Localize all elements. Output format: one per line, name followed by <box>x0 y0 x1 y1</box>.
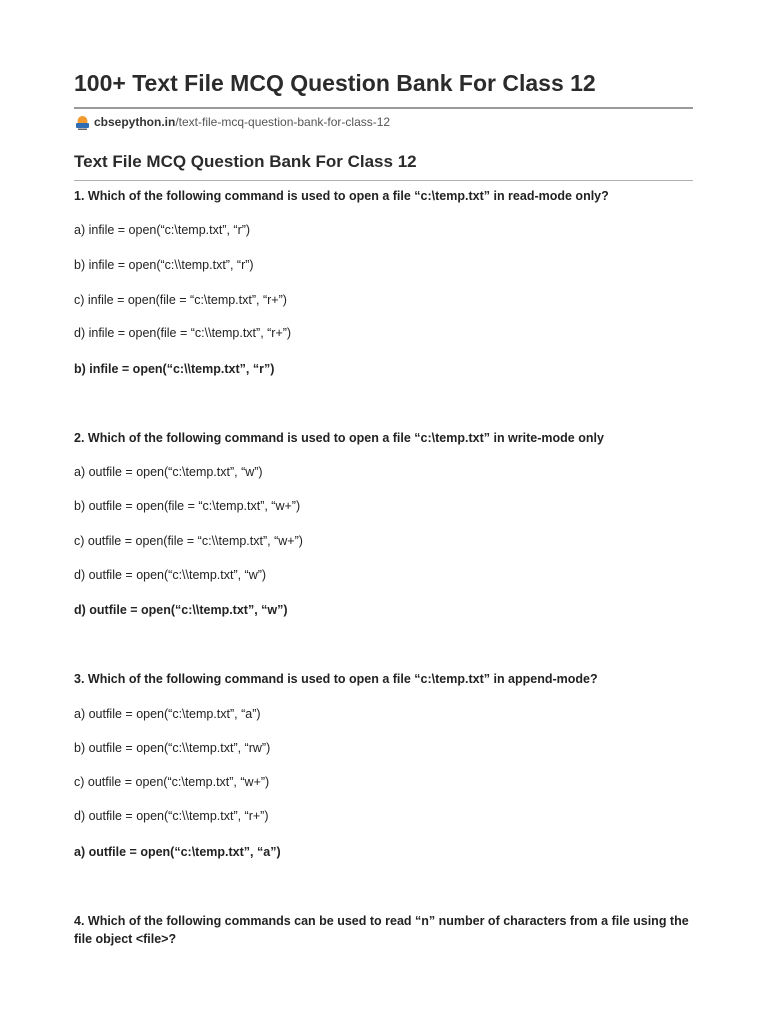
page-title: 100+ Text File MCQ Question Bank For Class 12 <box>74 70 596 96</box>
question-2-option-b: b) outfile = open(file = “c:\temp.txt”, “w+”) <box>74 499 301 513</box>
source-domain: cbsepython.in <box>94 115 176 129</box>
question-1: 1. Which of the following command is used to open a file “c:\temp.txt” in read-mode only? <box>74 189 609 203</box>
question-2-answer: d) outfile = open(“c:\\temp.txt”, “w”) <box>74 603 288 617</box>
question-1-answer: b) infile = open(“c:\\temp.txt”, “r”) <box>74 362 275 376</box>
question-3-option-c: c) outfile = open(“c:\temp.txt”, “w+”) <box>74 775 270 789</box>
question-2-option-d: d) outfile = open(“c:\\temp.txt”, “w”) <box>74 568 267 582</box>
source-path: /text-file-mcq-question-bank-for-class-12 <box>175 115 391 129</box>
source-link[interactable] <box>94 115 390 129</box>
question-3: 3. Which of the following command is used to open a file “c:\temp.txt” in append-mode? <box>74 672 598 686</box>
question-2: 2. Which of the following command is used to open a file “c:\temp.txt” in write-mode only <box>74 431 604 445</box>
question-4: 4. Which of the following commands can be used to read “n” number of characters from a file using the file object <file>? <box>74 914 689 946</box>
question-1-option-a: a) infile = open(“c:\temp.txt”, “r”) <box>74 223 251 237</box>
title-divider <box>74 107 693 109</box>
question-2-option-a: a) outfile = open(“c:\temp.txt”, “w”) <box>74 465 263 479</box>
site-logo-icon <box>74 114 91 131</box>
question-3-option-b: b) outfile = open(“c:\\temp.txt”, “rw”) <box>74 741 271 755</box>
question-1-option-d: d) infile = open(file = “c:\\temp.txt”, “r+”) <box>74 326 292 340</box>
source-line <box>74 113 390 131</box>
section-heading: Text File MCQ Question Bank For Class 12 <box>74 152 417 171</box>
question-2-option-c: c) outfile = open(file = “c:\\temp.txt”, “w+”) <box>74 534 303 548</box>
question-3-option-d: d) outfile = open(“c:\\temp.txt”, “r+”) <box>74 809 269 823</box>
section-divider <box>74 180 693 181</box>
question-3-answer: a) outfile = open(“c:\temp.txt”, “a”) <box>74 845 281 859</box>
question-3-option-a: a) outfile = open(“c:\temp.txt”, “a”) <box>74 707 261 721</box>
question-1-option-c: c) infile = open(file = “c:\temp.txt”, “r+”) <box>74 293 287 307</box>
question-1-option-b: b) infile = open(“c:\\temp.txt”, “r”) <box>74 258 254 272</box>
